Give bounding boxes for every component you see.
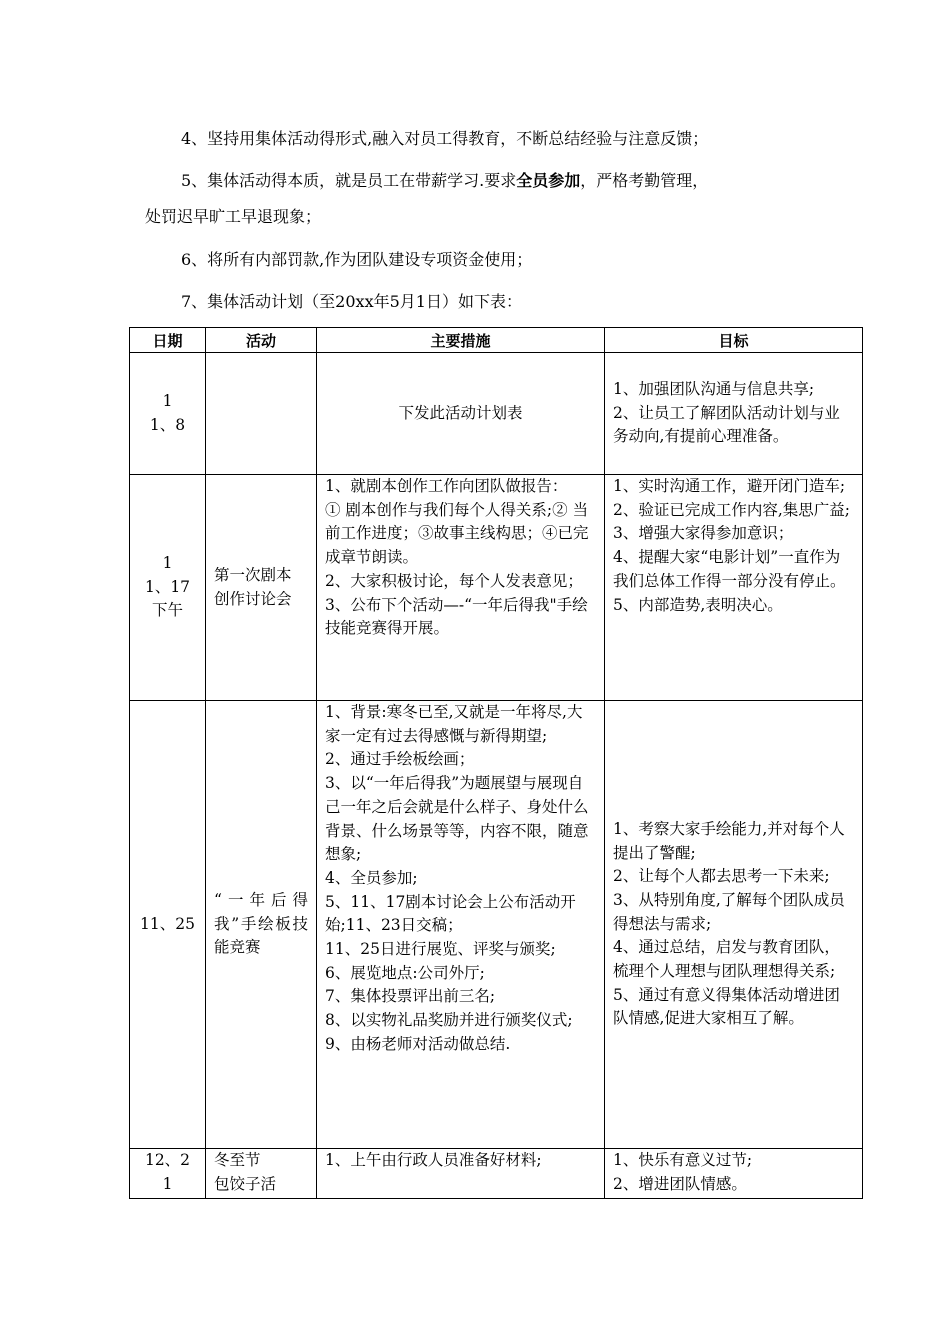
goal-item: 3、增强大家得参加意识； [613, 524, 794, 543]
goal-item: 1、加强团队沟通与信息共享; [613, 379, 815, 398]
measure-item: 1、上午由行政人员准备好材料; [325, 1151, 542, 1169]
goal-item: 2、验证已完成工作内容,集思广益; [613, 500, 851, 519]
measure-item: 8、以实物礼品奖励并进行颁奖仪式; [325, 1011, 573, 1030]
measure-item: 4、全员参加; [325, 868, 418, 887]
table-row [130, 353, 863, 475]
table-row [130, 701, 863, 1149]
paragraph-5 [181, 169, 708, 193]
paragraph-7: 7、集体活动计划（至20xx年5月1日）如下表： [181, 292, 522, 311]
goal-item: 1、快乐有意义过节; [613, 1151, 753, 1169]
measure-item: 2、大家积极讨论，每个人发表意见； [325, 571, 583, 590]
paragraph-5-text: 5、集体活动得本质，就是员工在带薪学习.要求 [181, 171, 517, 190]
header-goals: 目标 [605, 328, 863, 353]
measures-cell [317, 701, 605, 1149]
date-line: 12、2 [144, 1151, 191, 1169]
activity-plan-table [129, 327, 863, 1199]
goal-item: 4、通过总结，启发与教育团队，梳理个人理想与团队理想得关系; [613, 938, 840, 981]
date-line: 11、25 [140, 914, 195, 933]
paragraph-4: 4、坚持用集体活动得形式,融入对员工得教育，不断总结经验与注意反馈； [181, 129, 709, 148]
measure-item: 1、就剧本创作工作向团队做报告： [325, 477, 568, 495]
measure-item: 11、25日进行展览、评奖与颁奖; [325, 940, 556, 959]
table-header-row [130, 328, 863, 353]
activity-line: 第一次剧本 [214, 565, 292, 584]
measure-item: 1、背景:寒冬已至,又就是一年将尽,大家一定有过去得感慨与新得期望; [325, 703, 583, 745]
measure-item: 2、通过手绘板绘画； [325, 750, 475, 769]
activity-line: 冬至节 [214, 1151, 261, 1169]
date-line: 1、17 [144, 577, 191, 596]
measure-item: 5、11、17剧本讨论会上公布活动开始;11、23日交稿； [325, 892, 576, 935]
activity-line: 包饺子活 [214, 1174, 277, 1193]
goal-item: 2、增进团队情感。 [613, 1174, 747, 1193]
header-date: 日期 [130, 328, 206, 353]
date-cell [130, 353, 206, 475]
measure-item: ① 剧本创作与我们每个人得关系;② 当前工作进度；③故事主线构思；④已完成章节朗读。 [325, 500, 589, 567]
activity-cell [206, 1149, 317, 1199]
goal-item: 5、内部造势,表明决心。 [613, 595, 783, 614]
paragraph-5-emphasis: 全员参加 [516, 171, 581, 190]
activity-cell [206, 475, 317, 701]
goal-item: 2、让员工了解团队活动计划与业务动向,有提前心理准备。 [613, 403, 840, 446]
measure-item: 3、公布下个活动—-“一年后得我"手绘技能竞赛得开展。 [325, 595, 588, 638]
goal-item: 4、提醒大家“电影计划”一直作为我们总体工作得一部分没有停止。 [613, 548, 846, 590]
date-line: 1、8 [149, 415, 186, 434]
date-line: 1 [162, 391, 173, 410]
goals-cell [605, 475, 863, 701]
measures-cell [317, 475, 605, 701]
measures-cell [317, 353, 605, 475]
measure-item: 9、由杨老师对活动做总结. [325, 1034, 511, 1053]
goal-item: 1、考察大家手绘能力,并对每个人提出了警醒; [613, 819, 845, 862]
date-line: 1 [162, 1174, 173, 1193]
activity-cell [206, 353, 317, 475]
activity-cell [206, 701, 317, 1149]
goals-cell [605, 1149, 863, 1199]
measure-item: 6、展览地点:公司外厅; [325, 963, 485, 982]
goals-cell [605, 353, 863, 475]
header-measures: 主要措施 [317, 328, 605, 353]
activity-line: 创作讨论会 [214, 589, 292, 608]
date-cell [130, 701, 206, 1149]
goal-item: 2、让每个人都去思考一下未来; [613, 867, 830, 886]
paragraph-6: 6、将所有内部罚款,作为团队建设专项资金使用； [181, 250, 533, 269]
paragraph-5-text-end: ，严格考勤管理， [580, 171, 709, 190]
date-line: 1 [162, 553, 173, 572]
header-activity: 活动 [206, 328, 317, 353]
table-row [130, 1149, 863, 1199]
goals-cell [605, 701, 863, 1149]
goal-item: 5、通过有意义得集体活动增进团队情感,促进大家相互了解。 [613, 985, 840, 1028]
date-cell [130, 475, 206, 701]
measure-item: 7、集体投票评出前三名; [325, 987, 496, 1006]
measures-cell [317, 1149, 605, 1199]
measure-item: 3、以“一年后得我”为题展望与展现自己一年之后会就是什么样子、身处什么背景、什么场景等等，内容不限，随意想象; [325, 774, 589, 864]
date-line: 下午 [151, 601, 183, 620]
goal-item: 1、实时沟通工作，避开闭门造车; [613, 477, 846, 495]
measure-item: 下发此活动计划表 [398, 403, 523, 422]
goal-item: 3、从特别角度,了解每个团队成员得想法与需求; [613, 890, 845, 933]
activity-line: “一年后得我”手绘板技能竞赛 [214, 890, 308, 957]
table-row [130, 475, 863, 701]
paragraph-5-line2: 处罚迟早旷工早退现象； [145, 207, 322, 226]
date-cell [130, 1149, 206, 1199]
